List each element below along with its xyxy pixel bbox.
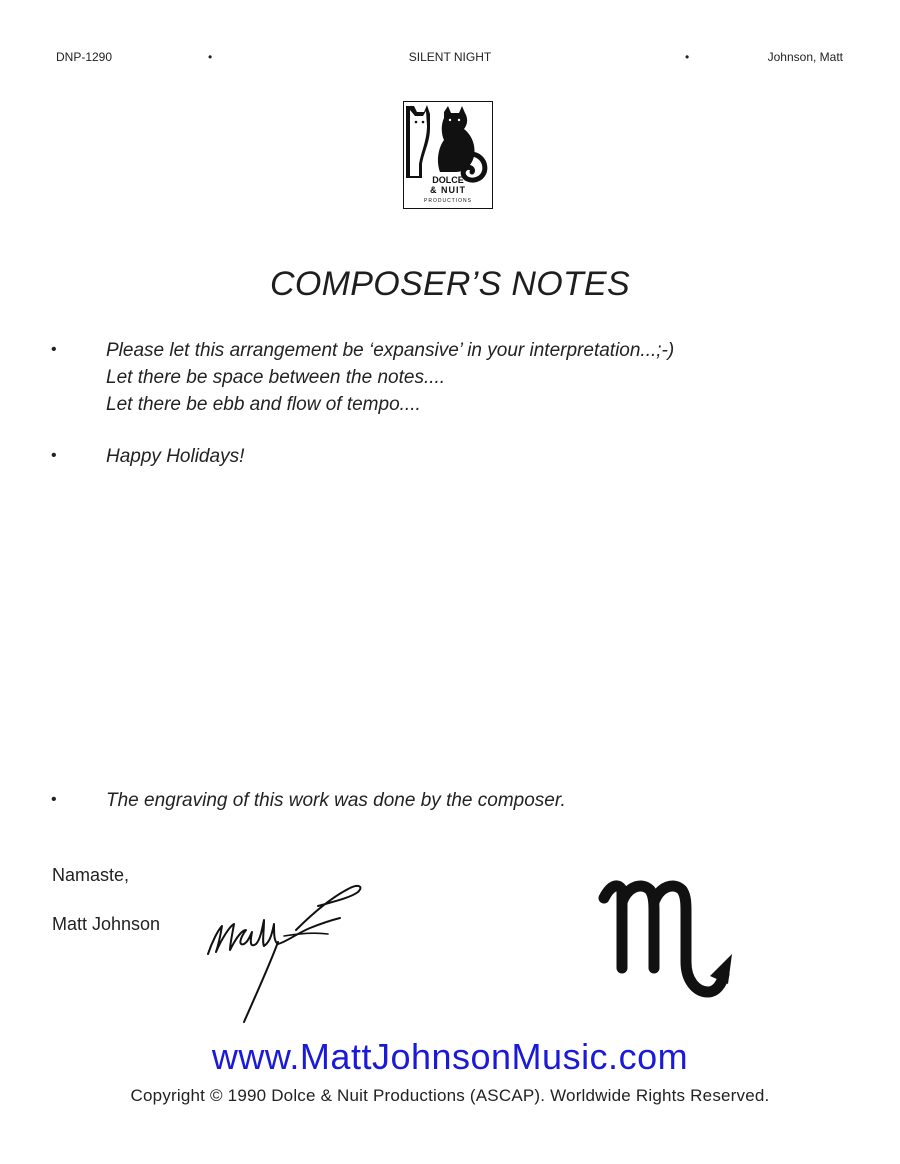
note-line: Happy Holidays! (106, 446, 245, 467)
note-line: Let there be ebb and flow of tempo.... (106, 394, 421, 415)
publisher-logo (403, 101, 493, 209)
note-line: Please let this arrangement be ‘expansive’ in your interpretation...;-) (106, 340, 675, 361)
header-song-title: SILENT NIGHT (408, 50, 492, 64)
note-line: The engraving of this work was done by the composer. (106, 790, 566, 811)
composer-name: Matt Johnson (52, 914, 161, 934)
scorpio-glyph-icon (598, 876, 738, 1000)
logo-line2: & NUIT (430, 185, 466, 195)
logo-line1: DOLCE (432, 175, 464, 185)
page-title: COMPOSER’S NOTES (270, 265, 630, 303)
catalog-number: DNP-1290 (56, 50, 113, 64)
note-line: Let there be space between the notes.... (106, 367, 446, 388)
copyright-notice: Copyright © 1990 Dolce & Nuit Productions (ASCAP). Worldwide Rights Reserved. (130, 1086, 770, 1105)
header-separator: • (208, 50, 213, 64)
header-separator: • (685, 50, 690, 64)
logo-line3: PRODUCTIONS (424, 198, 472, 204)
header-composer: Johnson, Matt (767, 50, 843, 64)
bullet-icon: • (51, 791, 57, 808)
signature-icon (200, 872, 370, 1032)
website-link[interactable]: www.MattJohnsonMusic.com (211, 1036, 689, 1077)
salutation: Namaste, (52, 865, 130, 885)
bullet-icon: • (51, 341, 57, 358)
bullet-icon: • (51, 447, 57, 464)
